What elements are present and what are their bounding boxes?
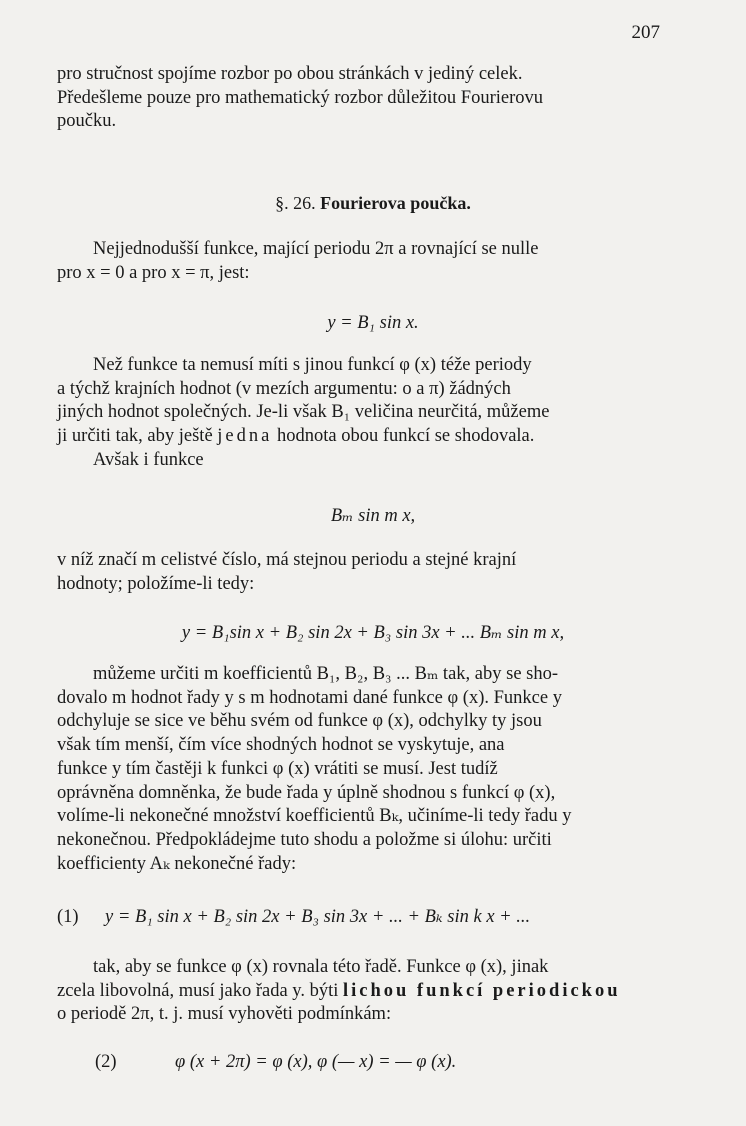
paragraph-5 [57,956,657,1027]
equation-5-expression: φ (x + 2π) = φ (x), φ (— x) = — φ (x). [175,1052,457,1072]
p2-line-3: jiných hodnot společných. Je-li však B₁ veličina neurčitá, můžeme [57,402,550,423]
section-mark: §. 26. [275,193,316,213]
equation-3: y = B₁sin x + B₂ sin 2x + B₃ sin 3x + ... Bₘ sin m x, [181,623,565,643]
paragraph-2 [57,354,657,473]
p4-line-1: můžeme určiti m koefficientů B₁, B₂, B₃ ... Bₘ tak, aby se sho- [93,664,559,684]
section-title: Fourierova poučka. [320,193,471,213]
paragraph-3 [57,549,657,596]
intro-line-2: Předešleme pouze pro mathematický rozbor důležitou Fourierovu [57,87,543,108]
page-number: 207 [631,22,660,43]
p4-line-4: však tím menší, čím více shodných hodnot se vyskytuje, ana [57,735,505,756]
equation-5-number: (2) [95,1052,117,1072]
equation-4 [57,906,657,928]
p5-line-3: o periodě 2π, t. j. musí vyhověti podmínkám: [57,1004,392,1025]
p4-line-6: oprávněna domněnka, že bude řada y úplně shodnou s funkcí φ (x), [57,782,556,803]
section-heading [0,193,746,214]
p4-line-5: funkce y tím častěji k funkci φ (x) vrátiti se musí. Jest tudíž [57,758,498,779]
p5-line-2 [57,980,657,1004]
p2-line-5: Avšak i funkce [93,449,204,470]
p5-line-2a: zcela libovolná, musí jako řada y. býti [57,980,343,1001]
equation-4-expression: y = B₁ sin x + B₂ sin 2x + B₃ sin 3x + ... + Bₖ sin k x + ... [105,907,531,927]
p4-line-9: koefficienty Aₖ nekonečné řady: [57,853,297,874]
intro-paragraph [57,63,657,134]
p4-line-8: nekonečnou. Předpokládejme tuto shodu a položme si úlohu: určiti [57,829,552,850]
p1-line-1: Nejjednodušší funkce, mající periodu 2π a rovnající se nulle [93,239,539,259]
p2-line-4 [57,425,657,449]
paragraph-4 [57,663,657,876]
p2-line-4c: hodnota obou funkcí se shodovala. [272,426,535,447]
p2-spaced-word: jedna [217,426,273,447]
p5-spaced-phrase: lichou funkcí periodickou [342,980,621,1001]
intro-line-3: poučku. [57,111,117,132]
p2-line-1: Než funkce ta nemusí míti s jinou funkcí φ (x) téže periody [93,355,532,375]
p5-line-1: tak, aby se funkce φ (x) rovnala této řadě. Funkce φ (x), jinak [93,957,549,977]
p4-line-2: dovalo m hodnot řady y s m hodnotami dané funkce φ (x). Funkce y [57,687,562,708]
equation-4-number: (1) [57,907,79,927]
p4-line-3: odchyluje se sice ve běhu svém od funkce φ (x), odchylky ty jsou [57,711,542,732]
p3-line-1: v níž značí m celistvé číslo, má stejnou periodu a stejné krajní [57,550,517,570]
intro-line-1: pro stručnost spojíme rozbor po obou stránkách v jediný celek. [57,64,523,84]
p4-line-7: volíme-li nekonečné množství koefficientů Bₖ, učiníme-li tedy řadu y [57,806,572,827]
equation-2: Bₘ sin m x, [330,506,416,526]
equation-1: y = B₁ sin x. [327,313,419,333]
equation-5 [95,1052,695,1073]
p3-line-2: hodnoty; položíme-li tedy: [57,573,255,594]
paragraph-1 [57,238,657,285]
p1-line-2: pro x = 0 a pro x = π, jest: [57,262,250,283]
p2-line-2: a týchž krajních hodnot (v mezích argumentu: o a π) žádných [57,378,511,399]
p2-line-4a: ji určiti tak, aby ještě [57,426,218,447]
